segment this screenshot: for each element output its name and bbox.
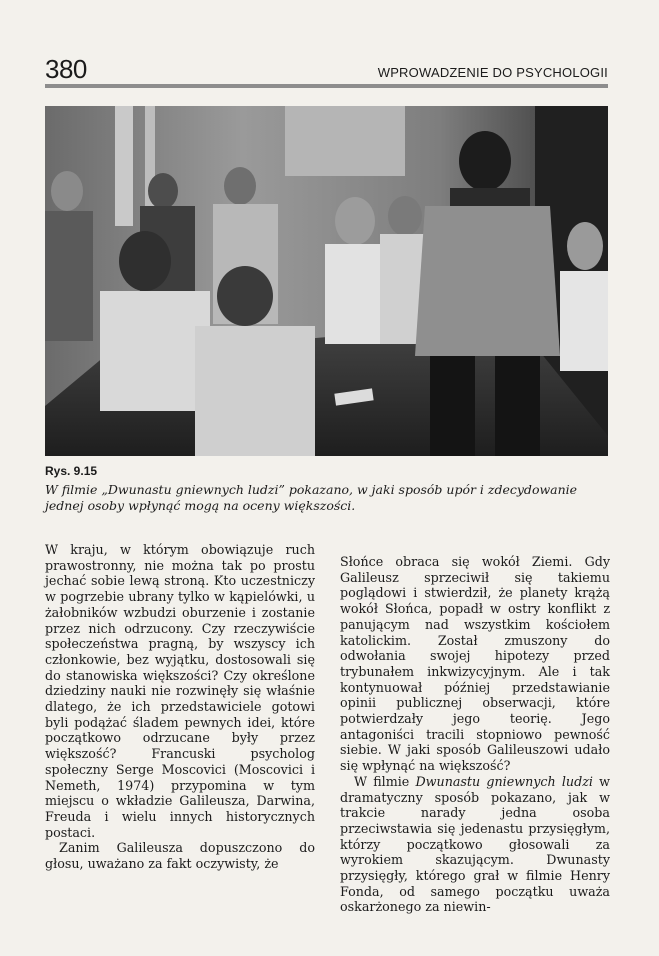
page-number: 380 — [45, 54, 87, 84]
paragraph: W kraju, w którym obowiązuje ruch prawostronny, nie można tak po prostu jechać sobie lewą stroną. Kto uczestniczy w pogrzebie ubrany tylko w kąpielówki, u żałobników wzbudzi oburzenie i zostanie przez nich odrzucony. Czy rzeczywiście społeczeństwa pragną, by wszyscy ich członkowie, bez wyjątku, dostosowali się do stanowiska większości? Czy określone dziedziny nauki nie rozwinęły się właśnie dlatego, że ich przedstawiciele gotowi byli podążać śladem pewnych idei, które początkowo odrzucane były przez większość? Francuski psycholog społeczny Serge Moscovici (Moscovici i Nemeth, 1974) przypomina w tym miejscu o wkładzie Galileusza, Darwina, Freuda i wielu innych historycznych postaci. — [45, 542, 315, 840]
figure-caption: W filmie „Dwunastu gniewnych ludzi” pokazano, w jaki sposób upór i zdecydowanie jednej osoby wpłynąć mogą na oceny większości. — [45, 482, 578, 513]
paragraph-text: w dramatyczny sposób pokazano, jak w trakcie narady jedna osoba przeciwstawia się jedenastu przysięgłym, którzy początkowo głosowali za wyrokiem skazującym. Dwunasty przysięgły, którego grał w filmie Henry Fonda, od samego początku uważa oskarżonego za niewin- — [340, 773, 610, 915]
running-head: WPROWADZENIE DO PSYCHOLOGII — [377, 65, 608, 80]
film-title: Dwunastu gniewnych ludzi — [415, 773, 593, 789]
text-column-right — [340, 554, 610, 915]
paragraph — [340, 774, 610, 915]
text-column-left — [45, 542, 315, 872]
film-still-photo — [45, 106, 608, 456]
paragraph: Słońce obraca się wokół Ziemi. Gdy Galileusz sprzeciwił się takiemu poglądowi i stwierdził, że planety krążą wokół Słońca, popadł w ostry konflikt z panującym nad wszystkim kościołem katolickim. Został zmuszony do odwołania swojej hipotezy przed trybunałem inkwizycyjnym. Ale i tak kontynuował później przedstawianie opinii publicznej obserwacji, które potwierdzały jego teorię. Jego antagoniści tracili stopniowo pewność siebie. W jaki sposób Galileuszowi udało się wpłynąć na większość? — [340, 554, 610, 774]
paragraph: Zanim Galileusza dopuszczono do głosu, uważano za fakt oczywisty, że — [45, 840, 315, 872]
photo-illustration — [45, 106, 608, 456]
figure-label: Rys. 9.15 — [45, 464, 98, 478]
paragraph-text: W filmie — [354, 773, 416, 789]
header-rule — [45, 84, 608, 88]
